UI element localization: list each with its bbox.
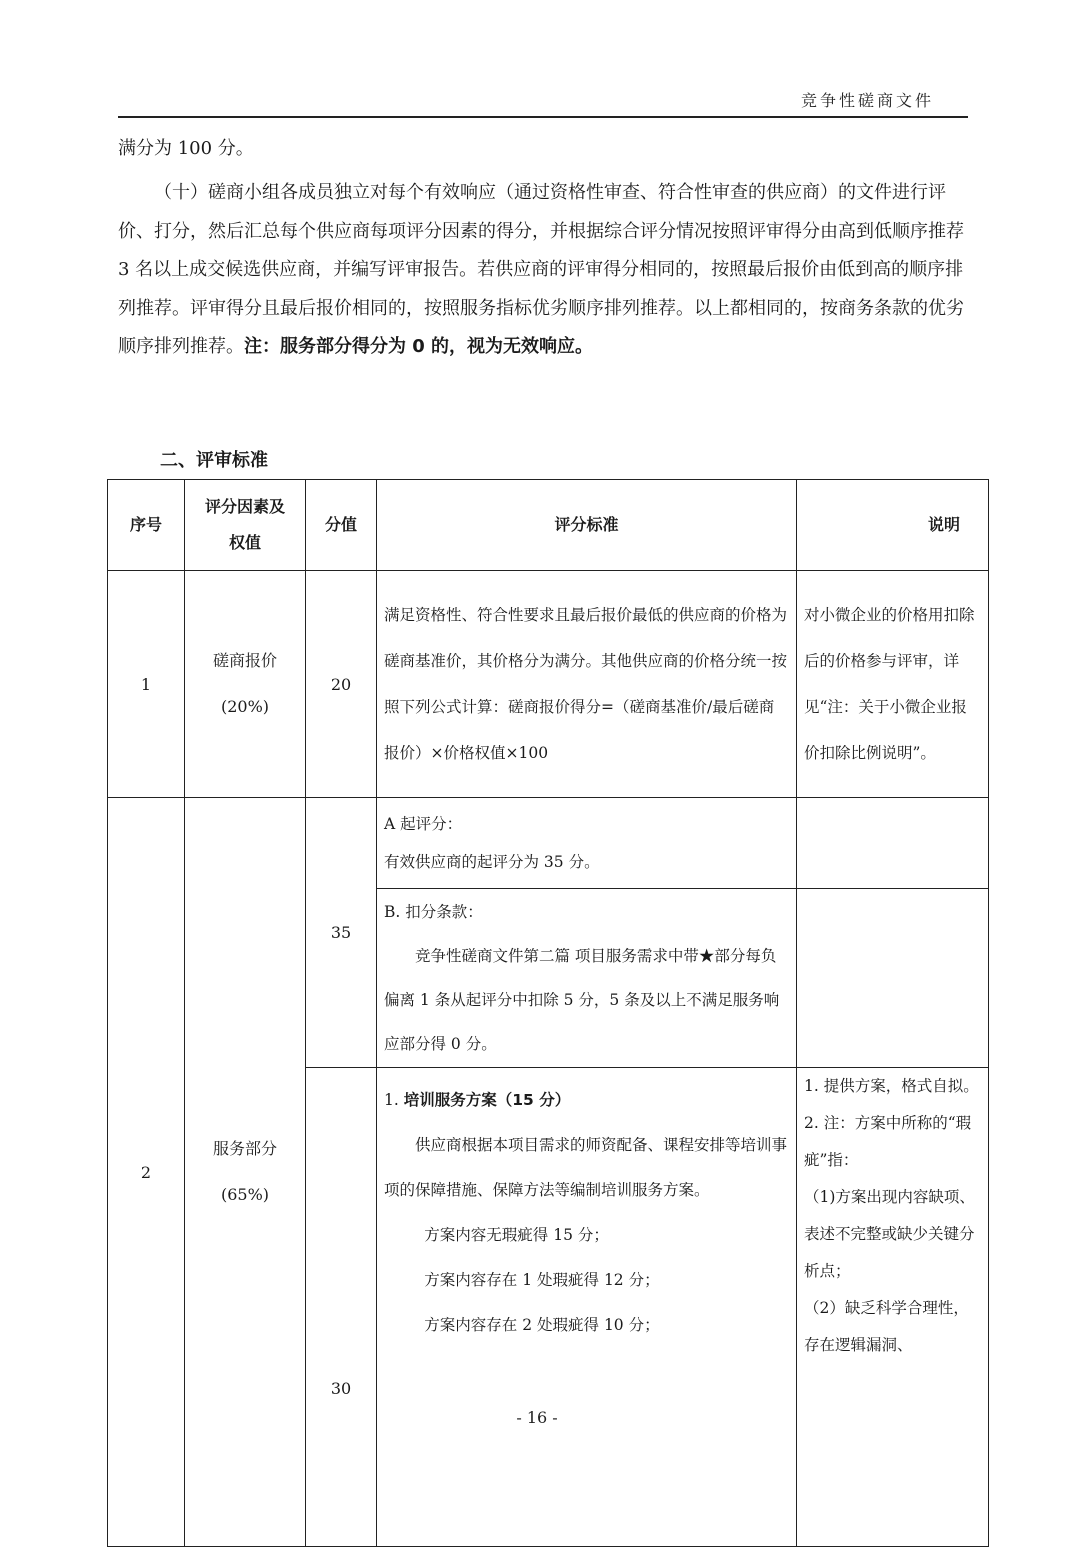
- column-header-factor-line2: 权值: [228, 533, 261, 552]
- header-divider: [118, 116, 968, 118]
- row-explanation: [797, 889, 989, 1068]
- row-score: 35: [306, 798, 377, 1068]
- row-score: 20: [306, 571, 377, 798]
- page-number: - 16 -: [516, 1408, 558, 1427]
- explanation-line: 1. 提供方案，格式自拟。: [804, 1077, 979, 1095]
- column-header-factor: [185, 480, 306, 571]
- section-heading-evaluation-criteria: 二、评审标准: [160, 450, 268, 471]
- row-explanation: 对小微企业的价格用扣除后的价格参与评审，详见“注：关于小微企业报价扣除比例说明”。: [797, 571, 989, 798]
- paragraph-full-score: 满分为 100 分。: [118, 138, 254, 159]
- explanation-line: 2. 注：方案中所称的“瑕疵”指：: [804, 1114, 972, 1169]
- row-score: 30: [306, 1068, 377, 1547]
- factor-weight: (20%): [220, 697, 270, 716]
- table-row: [108, 798, 989, 889]
- criteria-item: 方案内容无瑕疵得 15 分；: [424, 1226, 609, 1244]
- factor-name: 磋商报价: [212, 651, 277, 670]
- criteria-heading: [384, 1078, 789, 1123]
- row-criteria-training-plan: [377, 1068, 797, 1547]
- row-criteria: 满足资格性、符合性要求且最后报价最低的供应商的价格为磋商基准价，其价格分为满分。其他供应商的价格分统一按照下列公式计算：磋商报价得分=（磋商基准价/最后磋商报价）×价格权值×100: [377, 571, 797, 798]
- evaluation-criteria-table: [107, 479, 989, 1547]
- paragraph-evaluation-procedure: [118, 174, 970, 367]
- criteria-body: 竞争性磋商文件第二篇 项目服务需求中带★部分每负偏离 1 条从起评分中扣除 5 分，5 条及以上不满足服务响应部分得 0 分。: [384, 947, 780, 1053]
- criteria-item: 方案内容存在 2 处瑕疵得 10 分；: [424, 1316, 660, 1334]
- row-index: 1: [108, 571, 185, 798]
- column-header-score: 分值: [306, 480, 377, 571]
- criteria-body: 供应商根据本项目需求的师资配备、课程安排等培训事项的保障措施、保障方法等编制培训服务方案。: [384, 1136, 788, 1199]
- row-criteria-base-score: [377, 798, 797, 889]
- document-header-title: 竞争性磋商文件: [800, 91, 934, 110]
- criteria-number: 1.: [384, 1091, 399, 1109]
- row-explanation: [797, 1068, 989, 1547]
- row-factor: [185, 571, 306, 798]
- row-explanation: [797, 798, 989, 889]
- column-header-factor-line1: 评分因素及: [204, 497, 285, 516]
- criteria-body: 有效供应商的起评分为 35 分。: [384, 853, 600, 871]
- row-factor: [185, 798, 306, 1547]
- factor-weight: (65%): [220, 1185, 270, 1204]
- row-criteria-deductions: [377, 889, 797, 1068]
- invalid-response-note: 注：服务部分得分为 0 的，视为无效响应。: [244, 336, 594, 357]
- column-header-index: 序号: [108, 480, 185, 571]
- criteria-title: 培训服务方案（15 分）: [403, 1091, 571, 1109]
- row-index: 2: [108, 798, 185, 1547]
- factor-name: 服务部分: [212, 1139, 277, 1158]
- criteria-item: 方案内容存在 1 处瑕疵得 12 分；: [424, 1271, 660, 1289]
- explanation-line: （2）缺乏科学合理性，存在逻辑漏洞、: [804, 1299, 969, 1354]
- column-header-explanation: 说明: [797, 480, 989, 571]
- criteria-title: A 起评分：: [384, 815, 463, 833]
- paragraph-evaluation-procedure-text: （十）磋商小组各成员独立对每个有效响应（通过资格性审查、符合性审查的供应商）的文件进行评价、打分，然后汇总每个供应商每项评分因素的得分，并根据综合评分情况按照评审得分由高到低顺序推荐 3 名以上成交候选供应商，并编写评审报告。若供应商的评审得分相同的，按照最后报价由低到高的顺序排列推荐。评审得分且最后报价相同的，按照服务指标优劣顺序排列推荐。以上都相同的，按商务条款的优劣顺序排列推荐。: [118, 182, 964, 357]
- column-header-criteria: 评分标准: [377, 480, 797, 571]
- criteria-title: B. 扣分条款：: [384, 903, 483, 921]
- explanation-line: （1)方案出现内容缺项、表述不完整或缺少关键分析点；: [804, 1188, 975, 1280]
- table-header-row: [108, 480, 989, 571]
- table-row: [108, 571, 989, 798]
